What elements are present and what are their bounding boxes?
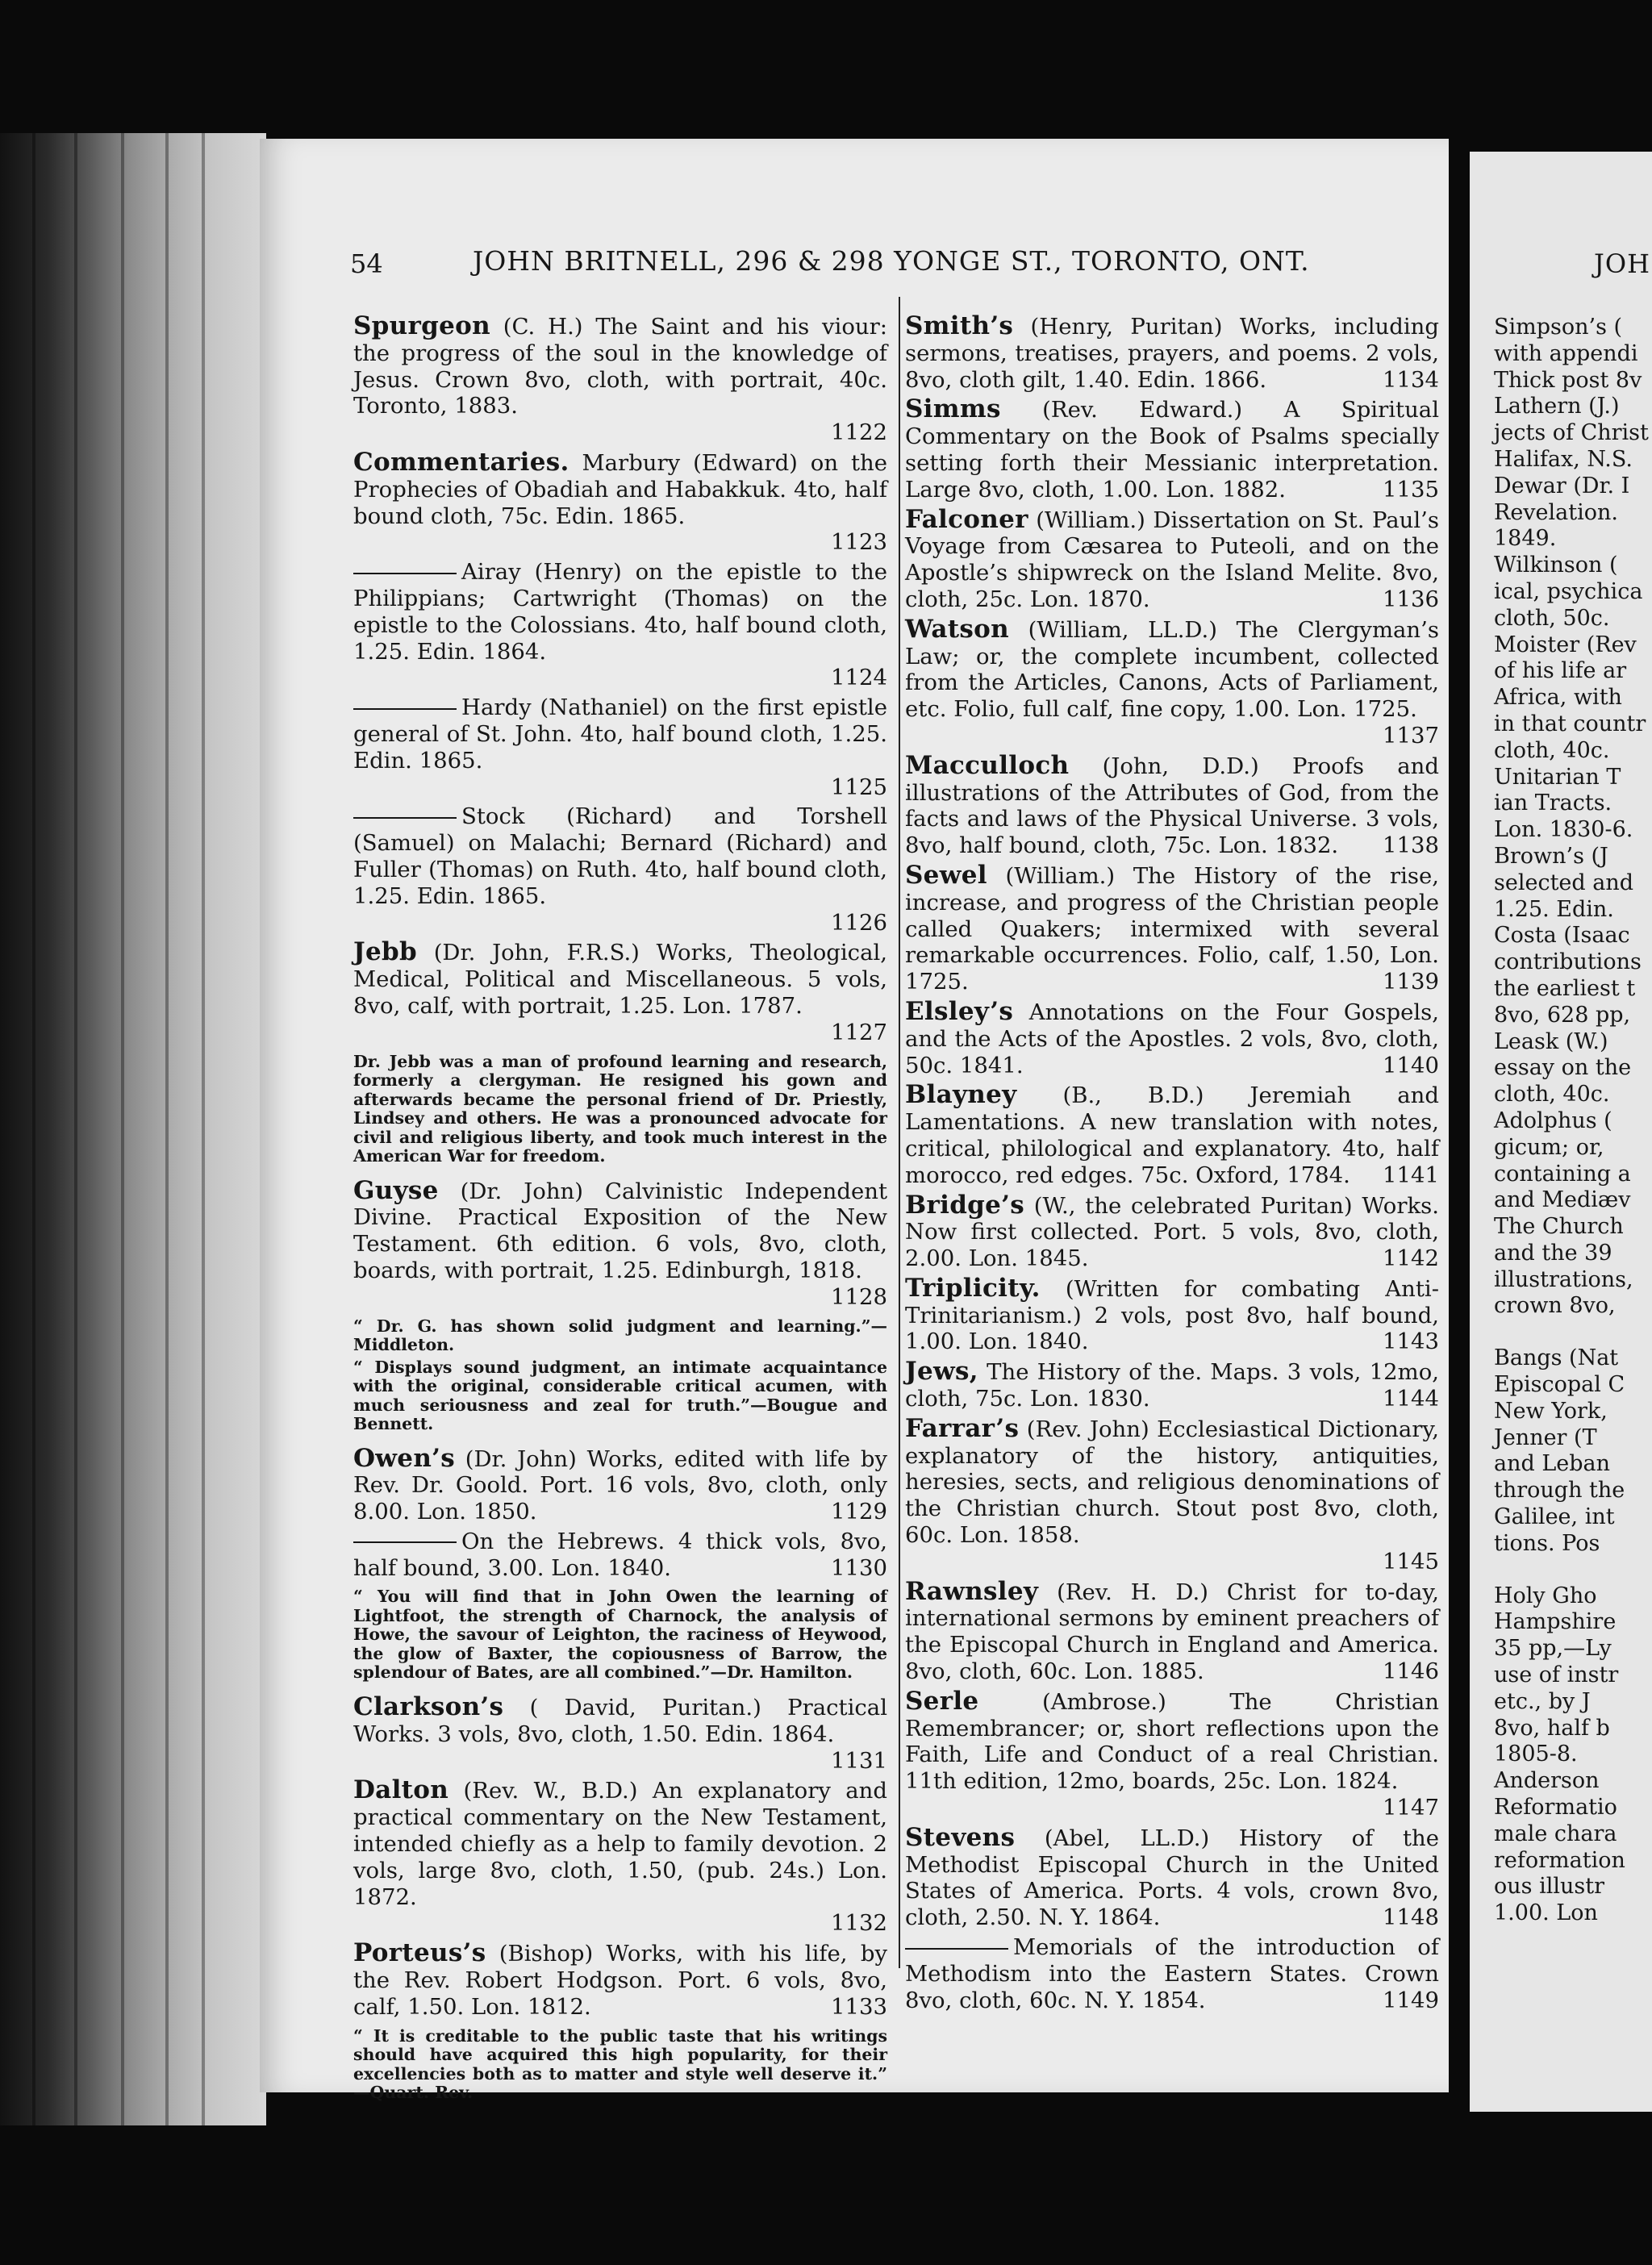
catalogue-column-right bbox=[905, 313, 1439, 2017]
next-page-line: Lon. 1830-6. bbox=[1494, 817, 1633, 843]
entry-headword: Stevens bbox=[905, 1822, 1016, 1852]
next-page-line: through the bbox=[1494, 1478, 1625, 1504]
note-paragraph: Dr. Jebb was a man of profound learning and research, formerly a clergyman. He resigned his gown and afterwards became the personal friend of Dr. Priestly, Lindsey and others. He was a pronounced advocate for civil and religious liberty, and took much interest in the American War for freedom. bbox=[353, 1051, 887, 1166]
catalogue-entry bbox=[905, 1275, 1439, 1355]
entry-headword: Smith’s bbox=[905, 311, 1014, 340]
entry-number: 1146 bbox=[1383, 1658, 1439, 1685]
catalogue-entry bbox=[353, 1175, 887, 1434]
next-page-line: Anderson bbox=[1494, 1768, 1600, 1794]
entry-headword: Spurgeon bbox=[353, 311, 490, 340]
ditto-dash bbox=[353, 708, 457, 710]
entry-note bbox=[353, 1317, 887, 1434]
entry-text: Owen’s (Dr. John) Works, edited with life by Rev. Dr. Goold. Port. 16 vols, 8vo, cloth, only 8.00. Lon. 1850. 1129 bbox=[353, 1443, 887, 1525]
next-page-header: JOH bbox=[1594, 248, 1650, 279]
catalogue-entry bbox=[353, 449, 887, 556]
book-binding bbox=[0, 133, 266, 2125]
entry-text: Jews, The History of the. Maps. 3 vols, 12mo, cloth, 75c. Lon. 1830. 1144 bbox=[905, 1357, 1439, 1412]
entry-number: 1142 bbox=[1383, 1245, 1439, 1272]
catalogue-entry bbox=[353, 1445, 887, 1525]
catalogue-entry bbox=[905, 996, 1439, 1078]
catalogue-entry bbox=[905, 750, 1439, 859]
entry-headword: Triplicity. bbox=[905, 1273, 1041, 1303]
entry-text: Farrar’s (Rev. John) Ecclesiastical Dictionary, explanatory of the history, antiquities, heresies, sects, and religious denominations of the Christian church. Stout post 8vo, cloth, 60c. Lon. 1858. bbox=[905, 1413, 1439, 1549]
next-page-line: cloth, 40c. bbox=[1494, 1082, 1610, 1107]
entry-number: 1141 bbox=[1383, 1162, 1439, 1188]
catalogue-entry bbox=[905, 1358, 1439, 1412]
next-page-line: 1849. bbox=[1494, 526, 1557, 552]
entry-text: Guyse (Dr. John) Calvinistic Independent Divine. Practical Exposition of the New Testament. 6th edition. 6 vols, 8vo, cloth, boards, with portrait, 1.25. Edinburgh, 1818. bbox=[353, 1175, 887, 1283]
entry-text: Dalton (Rev. W., B.D.) An explanatory and practical commentary on the New Testament, intended chiefly as a help to family devotion. 2 vols, large 8vo, cloth, 1.50, (pub. 24s.) Lon. 1872. bbox=[353, 1775, 887, 1910]
next-page-line: Simpson’s ( bbox=[1494, 315, 1623, 340]
next-page-line: Lathern (J.) bbox=[1494, 394, 1620, 419]
entry-text: Airay (Henry) on the epistle to the Philippians; Cartwright (Thomas) on the epistle to the Colossians. 4to, half bound cloth, 1.25. Edin. 1864. bbox=[353, 559, 887, 665]
next-page-line: Holy Gho bbox=[1494, 1583, 1597, 1608]
entry-headword: Farrar’s bbox=[905, 1413, 1020, 1443]
next-page-line: the earliest t bbox=[1494, 975, 1636, 1001]
entry-number: 1149 bbox=[1383, 1987, 1439, 2013]
entry-text: Watson (William, LL.D.) The Clergyman’s Law; or, the complete incumbent, collected from the Articles, Canons, Acts of Parliament, etc. Folio, full calf, fine copy, 1.00. Lon. 1725. bbox=[905, 614, 1439, 723]
entry-headword: Guyse bbox=[353, 1175, 439, 1205]
next-page-line: 8vo, half b bbox=[1494, 1715, 1610, 1741]
ditto-dash bbox=[905, 1948, 1008, 1950]
next-page-line: Galilee, int bbox=[1494, 1504, 1615, 1530]
entry-number: 1148 bbox=[1383, 1904, 1439, 1931]
next-page-line: use of instr bbox=[1494, 1662, 1619, 1688]
entry-number: 1126 bbox=[831, 909, 887, 936]
entry-headword: Jews, bbox=[905, 1357, 978, 1387]
entry-text: Clarkson’s ( David, Puritan.) Practical Works. 3 vols, 8vo, cloth, 1.50. Edin. 1864. bbox=[353, 1691, 887, 1747]
catalogue-entry bbox=[905, 396, 1439, 503]
entry-number: 1145 bbox=[1383, 1548, 1439, 1575]
note-paragraph: “ Displays sound judgment, an intimate acquaintance with the original, considerable critical acumen, with much seriousness and zeal for truth.”—Bougue and Bennett. bbox=[353, 1357, 887, 1433]
catalogue-entry bbox=[905, 616, 1439, 749]
entry-number: 1123 bbox=[831, 529, 887, 556]
entry-number: 1130 bbox=[831, 1554, 887, 1581]
catalogue-entry bbox=[905, 1934, 1439, 2013]
entry-number: 1147 bbox=[1383, 1795, 1439, 1821]
column-divider bbox=[899, 297, 900, 1968]
catalogue-entry bbox=[353, 1777, 887, 1937]
entry-headword: Serle bbox=[905, 1686, 979, 1716]
ditto-dash bbox=[353, 817, 457, 819]
entry-text: Simms (Rev. Edward.) A Spiritual Commentary on the Book of Psalms specially setting forth their Messianic interpretation. Large 8vo, cloth, 1.00. Lon. 1882. 1135 bbox=[905, 394, 1439, 503]
entry-note bbox=[353, 2027, 887, 2103]
entry-number: 1135 bbox=[1383, 476, 1439, 503]
entry-text: Jebb (Dr. John, F.R.S.) Works, Theological, Medical, Political and Miscellaneous. 5 vols, 8vo, calf, with portrait, 1.25. Lon. 1787. bbox=[353, 937, 887, 1019]
next-page-line: jects of Christ bbox=[1494, 420, 1649, 446]
next-page-line: gicum; or, bbox=[1494, 1134, 1604, 1160]
next-page-line: and Leban bbox=[1494, 1451, 1611, 1477]
next-page-line: 1.00. Lon bbox=[1494, 1900, 1598, 1926]
note-paragraph: “ You will find that in John Owen the learning of Lightfoot, the strength of Charnock, the analysis of Howe, the savour of Leighton, the raciness of Heywood, the glow of Baxter, the copiousness of Barrow, the splendour of Bates, are all combined.”—Dr. Hamilton. bbox=[353, 1587, 887, 1683]
next-page-line: cloth, 50c. bbox=[1494, 605, 1610, 631]
catalogue-entry bbox=[905, 862, 1439, 995]
entry-number: 1124 bbox=[831, 665, 887, 691]
catalogue-entry bbox=[353, 939, 887, 1166]
next-page-line: ous illustr bbox=[1494, 1874, 1604, 1900]
next-page-line: Africa, with bbox=[1494, 685, 1622, 711]
entry-text: Bridge’s (W., the celebrated Puritan) Works. Now first collected. Port. 5 vols, 8vo, cloth, 2.00. Lon. 1845. 1142 bbox=[905, 1190, 1439, 1272]
next-page-line: reformation bbox=[1494, 1847, 1625, 1873]
next-page-gap bbox=[1494, 1320, 1652, 1345]
entry-number: 1138 bbox=[1383, 832, 1439, 859]
catalogue-entry bbox=[905, 1082, 1439, 1188]
page-title: JOHN BRITNELL, 296 & 298 YONGE ST., TORONTO, ONT. bbox=[473, 245, 1310, 277]
entry-number: 1127 bbox=[831, 1019, 887, 1045]
next-page-line: containing a bbox=[1494, 1161, 1631, 1187]
entry-number: 1136 bbox=[1383, 586, 1439, 612]
entry-headword: Dalton bbox=[353, 1775, 449, 1805]
catalogue-entry bbox=[905, 1822, 1439, 1931]
next-page-line: etc., by J bbox=[1494, 1688, 1591, 1714]
entry-headword: Watson bbox=[905, 614, 1009, 644]
entry-headword: Elsley’s bbox=[905, 996, 1014, 1026]
entry-text: Smith’s (Henry, Puritan) Works, including sermons, treatises, prayers, and poems. 2 vols, 8vo, cloth gilt, 1.40. Edin. 1866. 1134 bbox=[905, 311, 1439, 393]
next-page-line: New York, bbox=[1494, 1398, 1608, 1424]
next-page-line: male chara bbox=[1494, 1821, 1617, 1846]
next-page-line: 35 pp,—Ly bbox=[1494, 1636, 1612, 1662]
entry-headword: Falconer bbox=[905, 504, 1028, 534]
ditto-dash bbox=[353, 573, 457, 574]
entry-headword: Commentaries. bbox=[353, 447, 569, 477]
entry-headword: Jebb bbox=[353, 937, 417, 967]
next-page-line: ical, psychica bbox=[1494, 578, 1643, 604]
entry-text: On the Hebrews. 4 thick vols, 8vo, half bound, 3.00. Lon. 1840. 1130 bbox=[353, 1528, 887, 1581]
entry-number: 1129 bbox=[831, 1499, 887, 1525]
next-page-line: contributions bbox=[1494, 949, 1642, 975]
next-page-line: of his life ar bbox=[1494, 658, 1627, 684]
next-page-line: Dewar (Dr. I bbox=[1494, 473, 1630, 498]
next-page-line: crown 8vo, bbox=[1494, 1293, 1616, 1319]
entry-number: 1139 bbox=[1383, 969, 1439, 995]
next-page-line: in that countr bbox=[1494, 711, 1646, 736]
next-page-line: 1805-8. bbox=[1494, 1742, 1578, 1767]
catalogue-entry bbox=[905, 1192, 1439, 1272]
next-page-line: Jenner (T bbox=[1494, 1424, 1597, 1450]
next-page-line: tions. Pos bbox=[1494, 1530, 1600, 1556]
entry-number: 1128 bbox=[831, 1283, 887, 1310]
next-page-line: Wilkinson ( bbox=[1494, 553, 1618, 578]
catalogue-entry bbox=[905, 1688, 1439, 1821]
next-page-line: and Mediæv bbox=[1494, 1187, 1631, 1213]
entry-text: Commentaries. Marbury (Edward) on the Prophecies of Obadiah and Habakkuk. 4to, half bound cloth, 75c. Edin. 1865. bbox=[353, 447, 887, 529]
catalogue-entry bbox=[353, 695, 887, 800]
page-number: 54 bbox=[350, 248, 383, 279]
entry-headword: Owen’s bbox=[353, 1443, 455, 1473]
next-page-line: Unitarian T bbox=[1494, 764, 1621, 790]
entry-text: Porteus’s (Bishop) Works, with his life, by the Rev. Robert Hodgson. Port. 6 vols, 8vo, calf, 1.50. Lon. 1812. 1133 bbox=[353, 1938, 887, 2020]
next-page-line: Revelation. bbox=[1494, 499, 1618, 525]
entry-text: Falconer (William.) Dissertation on St. Paul’s Voyage from Cæsarea to Puteoli, and on the Apostle’s shipwreck on the Island Melite. 8vo, cloth, 25c. Lon. 1870. 1136 bbox=[905, 504, 1439, 612]
entry-headword: Bridge’s bbox=[905, 1190, 1025, 1220]
entry-number: 1132 bbox=[831, 1910, 887, 1937]
next-page-line: selected and bbox=[1494, 870, 1634, 895]
entry-text: Macculloch (John, D.D.) Proofs and illustrations of the Attributes of God, from the facts and laws of the Physical Universe. 3 vols, 8vo, half bound, cloth, 75c. Lon. 1832. 1138 bbox=[905, 750, 1439, 859]
entry-text: Hardy (Nathaniel) on the first epistle general of St. John. 4to, half bound cloth, 1.25. Edin. 1865. bbox=[353, 695, 887, 774]
next-page-line: and the 39 bbox=[1494, 1240, 1612, 1266]
entry-headword: Macculloch bbox=[905, 750, 1070, 780]
entry-headword: Porteus’s bbox=[353, 1938, 486, 1968]
catalogue-entry bbox=[905, 1576, 1439, 1685]
entry-headword: Clarkson’s bbox=[353, 1691, 504, 1721]
entry-note bbox=[353, 1587, 887, 1683]
entry-headword: Sewel bbox=[905, 860, 987, 890]
entry-number: 1134 bbox=[1383, 366, 1439, 393]
entry-text: Sewel (William.) The History of the rise, increase, and progress of the Christian people called Quakers; intermixed with several remarkable occurrences. Folio, calf, 1.50, Lon. 1725. 1139 bbox=[905, 860, 1439, 995]
entry-number: 1143 bbox=[1383, 1329, 1439, 1355]
next-page-line: Reformatio bbox=[1494, 1795, 1617, 1821]
entry-number: 1140 bbox=[1383, 1052, 1439, 1078]
next-page-text bbox=[1494, 315, 1652, 1927]
next-page-gap bbox=[1494, 1558, 1652, 1583]
entry-number: 1137 bbox=[1383, 722, 1439, 749]
next-page-line: Episcopal C bbox=[1494, 1372, 1625, 1398]
entry-number: 1133 bbox=[831, 1993, 887, 2020]
next-page-line: ian Tracts. bbox=[1494, 790, 1612, 816]
next-page-line: with appendi bbox=[1494, 340, 1638, 366]
entry-text: Serle (Ambrose.) The Christian Remembrancer; or, short reflections upon the Faith, Life and Conduct of a real Christian. 11th edition, 12mo, boards, 25c. Lon. 1824. 1147 bbox=[905, 1686, 1439, 1821]
entry-text: Memorials of the introduction of Methodism into the Eastern States. Crown 8vo, cloth, 60c. N. Y. 1854. 1149 bbox=[905, 1934, 1439, 2013]
catalogue-entry bbox=[353, 313, 887, 446]
entry-number: 1122 bbox=[831, 419, 887, 446]
entry-number: 1125 bbox=[831, 774, 887, 800]
next-page-line: Halifax, N.S. bbox=[1494, 446, 1633, 472]
next-page-line: Bangs (Nat bbox=[1494, 1345, 1619, 1371]
catalogue-entry bbox=[353, 559, 887, 691]
entry-note bbox=[353, 1053, 887, 1166]
note-paragraph: “ Dr. G. has shown solid judgment and learning.”—Middleton. bbox=[353, 1316, 887, 1354]
entry-headword: Rawnsley bbox=[905, 1576, 1039, 1606]
next-page-line: 8vo, 628 pp, bbox=[1494, 1002, 1631, 1028]
entry-text: Blayney (B., B.D.) Jeremiah and Lamentations. A new translation with notes, critical, philological and explanatory. 4to, half morocco, red edges. 75c. Oxford, 1784. 1141 bbox=[905, 1080, 1439, 1188]
next-page-line: Moister (Rev bbox=[1494, 632, 1637, 657]
catalogue-entry bbox=[353, 1691, 887, 1774]
entry-text: Triplicity. (Written for combating Anti-Trinitarianism.) 2 vols, post 8vo, half bound, 1.00. Lon. 1840. 1143 bbox=[905, 1273, 1439, 1355]
next-page-line: 1.25. Edin. bbox=[1494, 896, 1614, 922]
catalogue-entry bbox=[353, 1529, 887, 1683]
next-page-line: Brown’s (J bbox=[1494, 843, 1608, 869]
entry-number: 1131 bbox=[831, 1747, 887, 1774]
ditto-dash bbox=[353, 1541, 457, 1543]
next-page-line: Hampshire bbox=[1494, 1609, 1617, 1635]
next-page-line: essay on the bbox=[1494, 1055, 1632, 1081]
catalogue-entry bbox=[905, 313, 1439, 393]
catalogue-entry bbox=[905, 1413, 1439, 1575]
entry-number: 1144 bbox=[1383, 1386, 1439, 1412]
catalogue-entry bbox=[905, 504, 1439, 613]
catalogue-entry bbox=[353, 803, 887, 936]
entry-text: Spurgeon (C. H.) The Saint and his viour: the progress of the soul in the knowledge of Jesus. Crown 8vo, cloth, with portrait, 40c. Toronto, 1883. bbox=[353, 311, 887, 419]
entry-text: Stock (Richard) and Torshell (Samuel) on Malachi; Bernard (Richard) and Fuller (Thomas) on Ruth. 4to, half bound cloth, 1.25. Edin. 1865. bbox=[353, 803, 887, 909]
note-paragraph: “ It is creditable to the public taste that his writings should have acquired this high popularity, for their excellencies both as to matter and style well deserve it.” —Quart. Rev. bbox=[353, 2025, 887, 2103]
next-page-line: cloth, 40c. bbox=[1494, 737, 1610, 763]
next-page-line: Leask (W.) bbox=[1494, 1028, 1608, 1054]
next-page-line: Costa (Isaac bbox=[1494, 923, 1630, 949]
entry-headword: Blayney bbox=[905, 1080, 1017, 1110]
catalogue-column-left bbox=[353, 313, 887, 2114]
next-page-line: Thick post 8v bbox=[1494, 367, 1642, 393]
catalogue-entry bbox=[353, 1940, 887, 2102]
entry-text: Stevens (Abel, LL.D.) History of the Methodist Episcopal Church in the United States of America. Ports. 4 vols, crown 8vo, cloth, 2.50. N. Y. 1864. 1148 bbox=[905, 1822, 1439, 1931]
entry-text: Rawnsley (Rev. H. D.) Christ for to-day, international sermons by eminent preachers of the Episcopal Church in England and America. 8vo, cloth, 60c. Lon. 1885. 1146 bbox=[905, 1576, 1439, 1685]
next-page-line: illustrations, bbox=[1494, 1266, 1633, 1292]
next-page-line: The Church bbox=[1494, 1214, 1624, 1240]
entry-headword: Simms bbox=[905, 394, 1001, 424]
next-page-line: Adolphus ( bbox=[1494, 1107, 1612, 1133]
entry-text: Elsley’s Annotations on the Four Gospels, and the Acts of the Apostles. 2 vols, 8vo, cloth, 50c. 1841. 1140 bbox=[905, 996, 1439, 1078]
